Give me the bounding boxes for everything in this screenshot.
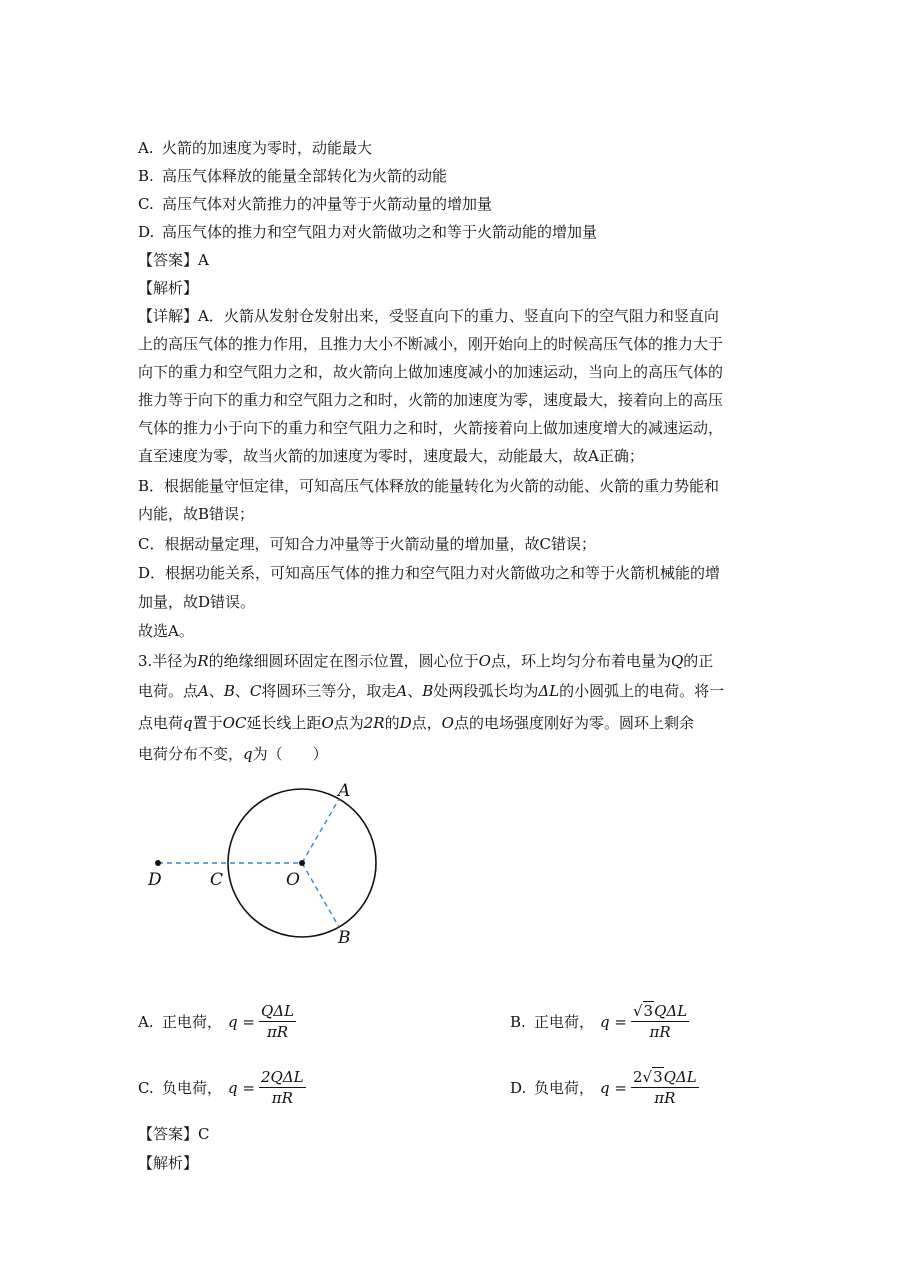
option-c: C. 高压气体对火箭推力的冲量等于火箭动量的增加量 xyxy=(138,195,493,213)
ring-diagram xyxy=(140,780,400,950)
detail-line: 直至速度为零，故当火箭的加速度为零时，速度最大，动能最大，故A正确； xyxy=(138,447,644,465)
point-d xyxy=(155,860,161,866)
option-a: A. 火箭的加速度为零时，动能最大 xyxy=(138,139,373,157)
detail-line: 推力等于向下的重力和空气阻力之和时，火箭的加速度为零，速度最大，接着向上的高压 xyxy=(138,391,724,409)
line-o-to-a xyxy=(302,799,339,863)
label-a: A xyxy=(338,781,351,801)
analysis-heading-2: 【解析】 xyxy=(138,1154,199,1172)
answer-line: 【答案】A xyxy=(138,251,209,269)
choice-a: A. 正电荷， q = $\frac{\text{QΔL}}{\pi R}$ xyxy=(138,1002,295,1041)
label-o: O xyxy=(286,870,300,890)
choice-d: D. 负电荷， q = $\frac{\text{2√3QΔL}}{\pi R}$ xyxy=(510,1068,697,1107)
detail-line: 气体的推力小于向下的重力和空气阻力之和时，火箭接着向上做加速度增大的减速运动， xyxy=(138,419,724,437)
question-3-line-3: 点电荷q置于OC延长线上距O点为2R的D点，O点的电场强度刚好为零。圆环上剩余 xyxy=(138,714,694,732)
answer-line-2: 【答案】C xyxy=(138,1125,210,1143)
detail-line: 加量，故D错误。 xyxy=(138,593,256,611)
label-b: B xyxy=(338,928,351,948)
choice-c: C. 负电荷， q = $\frac{\text{2QΔL}}{\pi R}$ xyxy=(138,1068,304,1107)
detail-line: 内能，故B错误； xyxy=(138,505,255,523)
analysis-heading: 【解析】 xyxy=(138,279,199,297)
fraction-a: $\frac{\text{QΔL}}{\pi R}$ xyxy=(260,1002,295,1041)
option-b: B. 高压气体释放的能量全部转化为火箭的动能 xyxy=(138,167,448,185)
detail-line: 上的高压气体的推力作用，且推力大小不断减小，刚开始向上的时候高压气体的推力大于 xyxy=(138,335,724,353)
label-d: D xyxy=(148,870,162,890)
question-3-line-4: 电荷分布不变，q为（ ） xyxy=(138,745,328,763)
label-c: C xyxy=(210,870,224,890)
point-o xyxy=(299,860,305,866)
option-d: D. 高压气体的推力和空气阻力对火箭做功之和等于火箭动能的增加量 xyxy=(138,223,598,241)
fraction-d: $\frac{\text{2√3QΔL}}{\pi R}$ xyxy=(632,1068,697,1107)
fraction-c: $\frac{\text{2QΔL}}{\pi R}$ xyxy=(260,1068,304,1107)
detail-line: 【详解】A．火箭从发射仓发射出来，受竖直向下的重力、竖直向下的空气阻力和竖直向 xyxy=(138,307,719,325)
choice-b: B. 正电荷， q = $\frac{\text{√3QΔL}}{\pi R}$ xyxy=(510,1002,688,1041)
detail-line: 向下的重力和空气阻力之和，故火箭向上做加速度减小的加速运动，当向上的高压气体的 xyxy=(138,363,724,381)
fraction-b: $\frac{\text{√3QΔL}}{\pi R}$ xyxy=(632,1002,688,1041)
detail-line: C．根据动量定理，可知合力冲量等于火箭动量的增加量，故C错误； xyxy=(138,535,596,553)
detail-line: D．根据功能关系，可知高压气体的推力和空气阻力对火箭做功之和等于火箭机械能的增 xyxy=(138,564,721,582)
line-o-to-b xyxy=(302,863,339,927)
question-3-line-1: 3.半径为R的绝缘细圆环固定在图示位置，圆心位于O点，环上均匀分布着电量为Q的正 xyxy=(138,652,714,670)
detail-line: B．根据能量守恒定律，可知高压气体释放的能量转化为火箭的动能、火箭的重力势能和 xyxy=(138,477,720,495)
detail-line: 故选A。 xyxy=(138,622,194,640)
question-3-line-2: 电荷。点A、B、C将圆环三等分，取走A、B处两段弧长均为ΔL的小圆弧上的电荷。将一 xyxy=(138,682,725,700)
